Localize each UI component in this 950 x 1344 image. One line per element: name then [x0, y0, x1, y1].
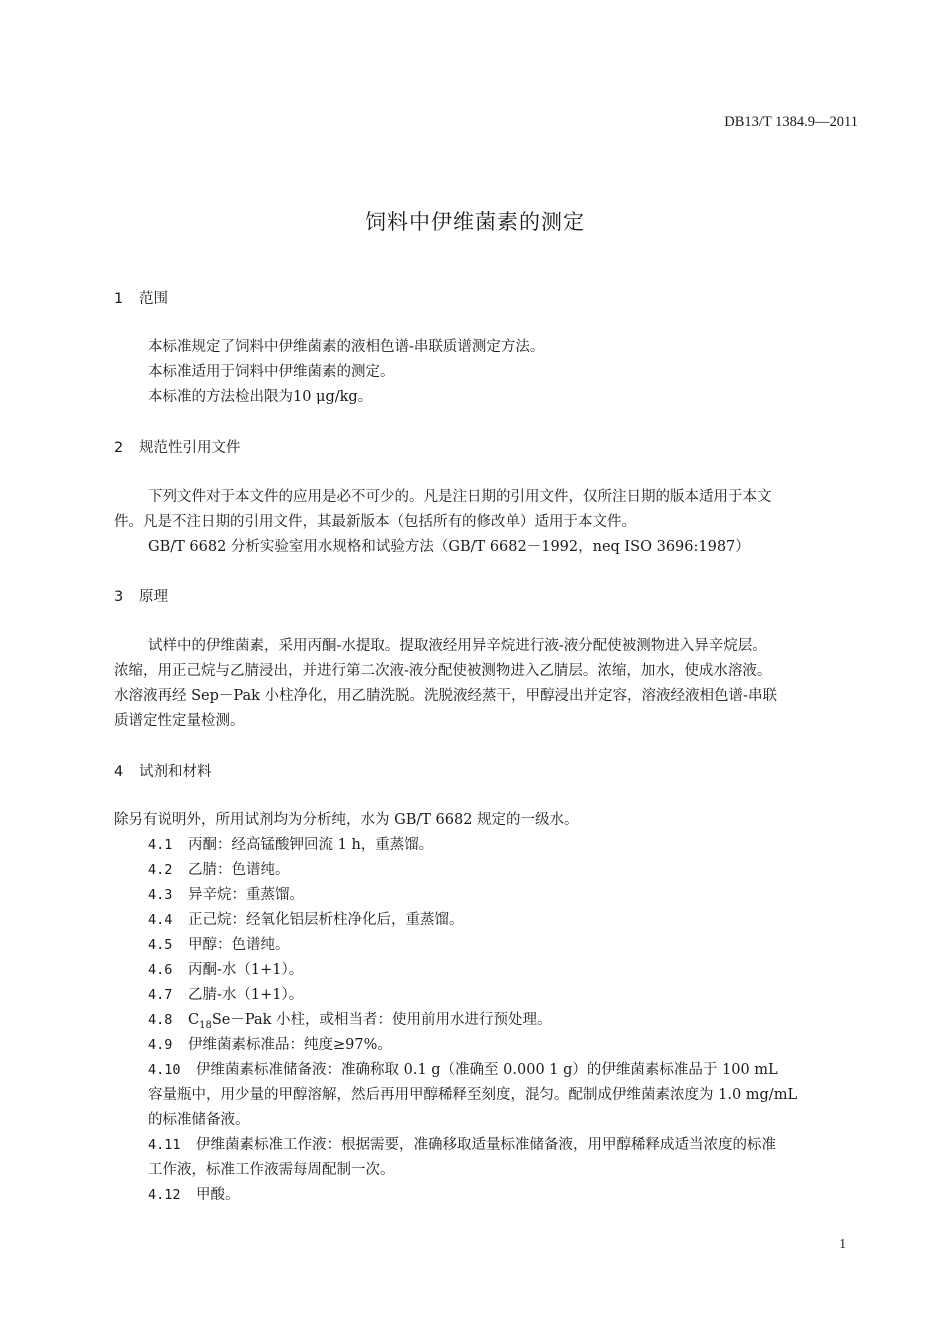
paragraph-line: 质谱定性定量检测。 — [114, 713, 245, 729]
item-text: 丙酮：经高锰酸钾回流 1 h，重蒸馏。 — [188, 837, 434, 853]
section-title: 原理 — [139, 589, 168, 605]
list-item — [148, 1033, 392, 1054]
document-code: DB13/T 1384.9—2011 — [724, 114, 858, 130]
section-heading-principle — [114, 585, 168, 606]
section-heading-reagents — [114, 760, 212, 781]
item-number: 4.2 — [148, 862, 173, 878]
item-number: 4.8 — [148, 1012, 173, 1028]
item-text: 甲酸。 — [196, 1187, 240, 1203]
item-number: 4.6 — [148, 962, 173, 978]
list-item — [148, 1008, 552, 1031]
paragraph-line: 本标准的方法检出限为10 μg/kg。 — [148, 389, 373, 405]
paragraph-line: 除另有说明外，所用试剂均为分析纯，水为 GB/T 6682 规定的一级水。 — [114, 812, 579, 828]
item-number: 4.5 — [148, 937, 173, 953]
page-title: 饲料中伊维菌素的测定 — [365, 210, 585, 234]
item-text: 正己烷：经氧化铝层析柱净化后，重蒸馏。 — [188, 912, 464, 928]
section-title: 范围 — [139, 291, 168, 307]
item-number: 4.11 — [148, 1137, 181, 1153]
item-number: 4.7 — [148, 987, 173, 1003]
section-number: 3 — [114, 589, 124, 605]
section-number: 4 — [114, 764, 124, 780]
item-text-formula: C — [188, 1012, 200, 1028]
item-text: 丙酮-水（1+1）。 — [188, 962, 304, 978]
section-heading-scope — [114, 287, 168, 308]
paragraph-line: 浓缩，用正己烷与乙腈浸出，并进行第二次液-液分配使被测物进入乙腈层。浓缩，加水，使成水溶液。 — [114, 663, 772, 679]
list-item-continuation: 容量瓶中，用少量的甲醇溶解，然后再用甲醇稀释至刻度，混匀。配制成伊维菌素浓度为 1.0 mg/mL — [148, 1087, 798, 1103]
paragraph-line: 本标准规定了饲料中伊维菌素的液相色谱-串联质谱测定方法。 — [148, 339, 545, 355]
item-number: 4.4 — [148, 912, 173, 928]
section-number: 2 — [114, 440, 124, 456]
section-number: 1 — [114, 291, 124, 307]
paragraph-line: 本标准适用于饲料中伊维菌素的测定。 — [148, 364, 395, 380]
list-item-continuation: 工作液，标准工作液需每周配制一次。 — [148, 1162, 395, 1178]
paragraph-line: 试样中的伊维菌素，采用丙酮-水提取。提取液经用异辛烷进行液-液分配使被测物进入异辛烷层。 — [148, 638, 767, 654]
list-item — [148, 883, 304, 904]
list-item — [148, 958, 303, 979]
page-number: 1 — [839, 1236, 846, 1251]
list-item — [148, 833, 433, 854]
list-item — [148, 908, 464, 929]
item-text: 甲醇：色谱纯。 — [188, 937, 290, 953]
item-number: 4.3 — [148, 887, 173, 903]
item-number: 4.10 — [148, 1062, 181, 1078]
item-text: 乙腈：色谱纯。 — [188, 862, 290, 878]
list-item — [148, 858, 290, 879]
item-text: 伊维菌素标准品：纯度≥97%。 — [188, 1037, 392, 1053]
item-text: 伊维菌素标准储备液：准确称取 0.1 g（准确至 0.000 1 g）的伊维菌素标准品于 100 mL — [196, 1062, 778, 1078]
item-text: 异辛烷：重蒸馏。 — [188, 887, 304, 903]
list-item — [148, 1133, 776, 1154]
item-number: 4.12 — [148, 1187, 181, 1203]
item-number: 4.9 — [148, 1037, 173, 1053]
list-item — [148, 983, 303, 1004]
item-text: 伊维菌素标准工作液：根据需要，准确移取适量标准储备液，用甲醇稀释成适当浓度的标准 — [196, 1137, 776, 1153]
list-item — [148, 1183, 240, 1204]
paragraph-line: 水溶液再经 Sep－Pak 小柱净化，用乙腈洗脱。洗脱液经蒸干，甲醇浸出并定容，溶液经液相色谱-串联 — [114, 688, 777, 704]
item-text: Se－Pak 小柱，或相当者：使用前用水进行预处理。 — [211, 1012, 552, 1028]
item-text-subscript: 18 — [199, 1019, 212, 1031]
reference-item: GB/T 6682 分析实验室用水规格和试验方法（GB/T 6682－1992，neq ISO 3696:1987） — [148, 539, 750, 555]
paragraph-line: 件。凡是不注日期的引用文件，其最新版本（包括所有的修改单）适用于本文件。 — [114, 514, 636, 530]
paragraph-line: 下列文件对于本文件的应用是必不可少的。凡是注日期的引用文件，仅所注日期的版本适用于本文 — [148, 489, 772, 505]
item-text: 乙腈-水（1+1）。 — [188, 987, 304, 1003]
list-item — [148, 933, 290, 954]
section-heading-normative-references — [114, 436, 241, 457]
list-item — [148, 1058, 778, 1079]
section-title: 规范性引用文件 — [139, 440, 241, 456]
list-item-continuation: 的标准储备液。 — [148, 1112, 250, 1128]
item-number: 4.1 — [148, 837, 173, 853]
section-title: 试剂和材料 — [139, 764, 212, 780]
